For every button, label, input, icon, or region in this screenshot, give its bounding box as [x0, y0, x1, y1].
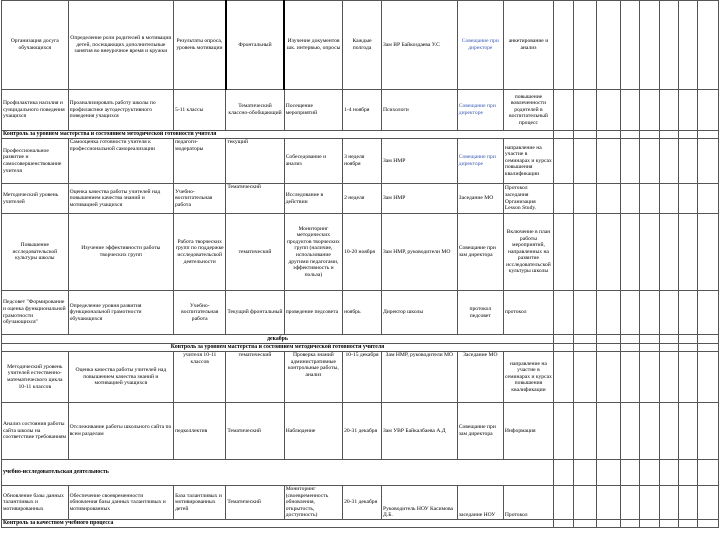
cell-type: Тематический — [226, 486, 284, 520]
cell-object: Профилактика насилия и суицидального поведения учащихся — [2, 90, 69, 131]
cell-date: 2 неделя — [343, 184, 382, 214]
cell-object: Повышение исследовательской культуры школы — [2, 214, 69, 291]
cell-type: Тематический — [226, 403, 284, 460]
cell-date: ноябрь — [343, 291, 382, 335]
cell-responsible: Зам НМР — [381, 139, 457, 184]
cell-goal: Обеспечение своевременности обновления базы данных талантливых и мотивированных — [68, 486, 174, 520]
month-row — [2, 335, 719, 344]
cell-content: Учебно-воспитательная работа — [174, 291, 226, 335]
cell-goal: Определение уровня развития функциональной грамотности обучающихся — [68, 291, 174, 335]
table-row — [2, 291, 719, 335]
cell-place: Совещание при директоре — [457, 1, 503, 90]
cell-content: педагоги-модераторы — [174, 139, 226, 184]
cell-date: 10-15 декабря — [343, 352, 382, 403]
section-title: Контроль за качеством учебного процесса — [2, 519, 554, 527]
section-row — [2, 344, 719, 352]
cell-object: Методический уровень учителей — [2, 184, 69, 214]
cell-date: 20-31 декабря — [343, 486, 382, 520]
section-title: Контроль за уровнем мастерства и состоянием методической готовности учителя — [2, 344, 554, 352]
cell-responsible: Зам УВР Байкалбаева А.Д — [381, 403, 457, 460]
cell-place: Заседание МО — [457, 184, 503, 214]
cell-object: Педсовет "Формирование и оценка функциональной грамотности обучающихся" — [2, 291, 69, 335]
cell-type: тематический — [226, 352, 284, 403]
cell-result: повышение вовлеченности родителей в воспитательный процесс — [503, 90, 553, 131]
table-row — [2, 139, 719, 184]
cell-type: Тематический классно-обобщающий — [226, 90, 284, 131]
cell-place: Совещание при зам директора — [457, 214, 503, 291]
cell-goal: Оценка качества работы учителей над повышением качества знаний и мотивацией учащихся — [68, 184, 174, 214]
cell-object: Организация досуга обучающихся — [2, 1, 69, 90]
cell-goal: Отслеживание работы школьного сайта по всем разделам — [68, 403, 174, 460]
cell-result: Протокол — [503, 486, 553, 520]
cell-method: Наблюдение — [284, 403, 342, 460]
cell-method: Мониторинг (своевременность обновления, открытость, доступность) — [284, 486, 342, 520]
cell-type: Тематический — [226, 184, 284, 214]
cell-content: Учебно-воспитательная работа — [174, 184, 226, 214]
cell-method: Проверка знаний административные контрольные работы, анализ — [284, 352, 342, 403]
cell-method: Мониторинг методических продуктов творческих групп (наличие, использование другими педагогами, эффективность и польза) — [284, 214, 342, 291]
cell-place: Совещание при директоре — [457, 90, 503, 131]
table-row — [2, 1, 719, 90]
cell-responsible: Зам НМР, руководители МО — [381, 214, 457, 291]
cell-date: 1-4 ноября — [343, 90, 382, 131]
table-row — [2, 403, 719, 460]
cell-responsible: Зам НМР, руководители МО — [381, 352, 457, 403]
month-title: декабрь — [2, 335, 554, 344]
cell-goal: Определение роли родителей в мотивации детей, посещающих дополнительные занятия во внеурочное время и кружки — [68, 1, 174, 90]
cell-method: Собеседование и анализ — [284, 139, 342, 184]
cell-result: направление на участие в семинарах и курсах повышения квалификации — [503, 352, 553, 403]
cell-responsible: Зам ВР Байкоздаева У.С — [381, 1, 457, 90]
cell-result: направление на участие в семинарах и курсах повышения квалификации — [503, 139, 553, 184]
control-plan-table — [1, 0, 719, 528]
cell-place: заседание НОУ — [457, 486, 503, 520]
section-title: учебно-исследовательская деятельность — [2, 460, 554, 486]
section-row — [2, 460, 719, 486]
cell-content: учителя 10-11 классов — [174, 352, 226, 403]
cell-type: Фронтальный — [226, 1, 284, 90]
cell-responsible: Зам НМР — [381, 184, 457, 214]
table-row — [2, 184, 719, 214]
table-row — [2, 352, 719, 403]
cell-content: Работа творческих групп по поддержке исследовательской деятельности — [174, 214, 226, 291]
cell-object: Профессиональное развитие и самосовершенствование учителя — [2, 139, 69, 184]
cell-object: Анализ состояния работы сайта школы на соответствие требованиям — [2, 403, 69, 460]
cell-result: анкетирование и анализ — [503, 1, 553, 90]
cell-place: Совещание при директоре — [457, 139, 503, 184]
cell-method: проведение педсовета — [284, 291, 342, 335]
section-title: Контроль за уровнем мастерства и состоянием методической готовности учителя — [2, 131, 554, 139]
cell-goal: Самооценка готовности учителя к профессиональной самореализации — [68, 139, 174, 184]
cell-result: протокол — [503, 291, 553, 335]
cell-type: тематический — [226, 214, 284, 291]
cell-type: текущий — [226, 139, 284, 184]
cell-place: Заседание МО — [457, 352, 503, 403]
cell-place: Совещание при зам директора — [457, 403, 503, 460]
cell-result: Информация — [503, 403, 553, 460]
cell-method: Изучение документов шк. интервью, опросы — [284, 1, 342, 90]
cell-date: 10-20 ноября — [343, 214, 382, 291]
table-row — [2, 90, 719, 131]
cell-content: Результаты опроса, уровень мотивации — [174, 1, 226, 90]
cell-method: Исследование в действии — [284, 184, 342, 214]
cell-method: Посещение мероприятий — [284, 90, 342, 131]
cell-place: протокол педсовет — [457, 291, 503, 335]
cell-date: 3 неделя ноября — [343, 139, 382, 184]
cell-object: Обновление базы данных талантливых и мотивированных — [2, 486, 69, 520]
cell-date: Каждые полгода — [343, 1, 382, 90]
cell-result: Включение в план работы мероприятий, направленных на развитие исследовательской культуры школы — [503, 214, 553, 291]
table-row — [2, 214, 719, 291]
cell-goal: Проанализировать работу школы по профилактике аутодеструктивного поведения учащихся — [68, 90, 174, 131]
cell-type: Текущий фронтальный — [226, 291, 284, 335]
cell-goal: Оценка качества работы учителей над повышением качества знаний и мотивацией учащихся — [68, 352, 174, 403]
section-row — [2, 131, 719, 139]
cell-content: педколлектив — [174, 403, 226, 460]
cell-goal: Изучение эффективности работы творческих групп — [68, 214, 174, 291]
cell-result: Протокол заседания Организация Lesson Study. — [503, 184, 553, 214]
table-row — [2, 486, 719, 520]
cell-responsible: Директор школы — [381, 291, 457, 335]
cell-responsible: Психологи — [381, 90, 457, 131]
cell-object: Методический уровень учителей естественно-математического цикла 10-11 классов — [2, 352, 69, 403]
cell-responsible: Руководитель НОУ Касимова Д.Б. — [381, 486, 457, 520]
section-row — [2, 519, 719, 527]
cell-content: База талантливых и мотивированных детей — [174, 486, 226, 520]
cell-content: 5-11 классы — [174, 90, 226, 131]
cell-date: 20-31 декабря — [343, 403, 382, 460]
